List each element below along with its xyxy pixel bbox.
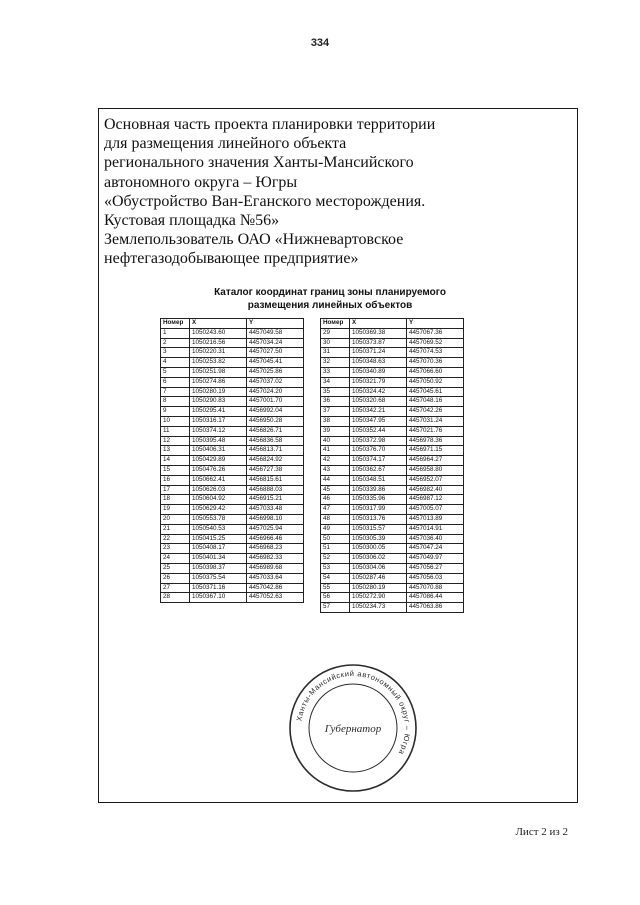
cell-x: 1050348.63	[350, 358, 407, 368]
cell-x: 1050362.67	[350, 465, 407, 475]
cell-number: 16	[161, 475, 190, 485]
cell-x: 1050348.51	[350, 475, 407, 485]
cell-y: 4456958.80	[407, 465, 464, 475]
table-row	[161, 524, 304, 534]
table-row	[161, 377, 304, 387]
cell-x: 1050216.56	[190, 338, 247, 348]
table-row	[161, 573, 304, 583]
cell-x: 1050324.42	[350, 387, 407, 397]
cell-number: 8	[161, 397, 190, 407]
cell-y: 4457005.07	[407, 505, 464, 515]
sheet-label: Лист 2 из 2	[515, 826, 568, 838]
cell-x: 1050662.41	[190, 475, 247, 485]
cell-number: 7	[161, 387, 190, 397]
cell-number: 39	[321, 426, 350, 436]
cell-y: 4457063.86	[407, 603, 464, 613]
cell-x: 1050374.12	[190, 426, 247, 436]
cell-y: 4456978.36	[407, 436, 464, 446]
coordinates-table-right	[320, 318, 464, 613]
cell-y: 4457027.50	[247, 348, 304, 358]
heading-line: Кустовая площадка №56»	[104, 212, 280, 230]
seal-center-text: Губернатор	[324, 723, 382, 735]
cell-number: 24	[161, 554, 190, 564]
official-seal	[287, 662, 419, 794]
cell-x: 1050280.19	[190, 387, 247, 397]
table-header-row	[321, 319, 464, 329]
cell-x: 1050274.86	[190, 377, 247, 387]
cell-number: 42	[321, 456, 350, 466]
cell-y: 4456950.28	[247, 416, 304, 426]
cell-number: 25	[161, 563, 190, 573]
table-row	[161, 475, 304, 485]
cell-number: 46	[321, 495, 350, 505]
table-row	[321, 573, 464, 583]
table-row	[161, 407, 304, 417]
cell-number: 14	[161, 456, 190, 466]
table-row	[321, 534, 464, 544]
cell-x: 1050234.73	[350, 603, 407, 613]
catalog-title-line: размещения линейных объектов	[247, 300, 413, 311]
cell-x: 1050401.34	[190, 554, 247, 564]
table-row	[161, 554, 304, 564]
cell-x: 1050374.17	[350, 456, 407, 466]
cell-y: 4456992.04	[247, 407, 304, 417]
cell-number: 5	[161, 367, 190, 377]
cell-number: 18	[161, 495, 190, 505]
cell-x: 1050626.03	[190, 485, 247, 495]
table-row	[161, 348, 304, 358]
table-row	[321, 475, 464, 485]
cell-number: 19	[161, 505, 190, 515]
header-x: X	[350, 319, 407, 329]
cell-x: 1050335.96	[350, 495, 407, 505]
table-row	[161, 583, 304, 593]
cell-x: 1050304.06	[350, 563, 407, 573]
cell-number: 33	[321, 367, 350, 377]
cell-y: 4457056.03	[407, 573, 464, 583]
cell-x: 1050316.17	[190, 416, 247, 426]
table-row	[321, 524, 464, 534]
cell-x: 1050415.25	[190, 534, 247, 544]
table-row	[161, 563, 304, 573]
cell-y: 4457070.88	[407, 583, 464, 593]
cell-number: 36	[321, 397, 350, 407]
table-row	[161, 505, 304, 515]
table-row	[321, 485, 464, 495]
cell-y: 4457036.40	[407, 534, 464, 544]
cell-number: 30	[321, 338, 350, 348]
heading-line: Землепользователь ОАО «Нижневартовское	[104, 231, 404, 249]
cell-number: 29	[321, 328, 350, 338]
cell-x: 1050395.48	[190, 436, 247, 446]
table-header-row	[161, 319, 304, 329]
cell-x: 1050295.41	[190, 407, 247, 417]
cell-y: 4457025.86	[247, 367, 304, 377]
cell-x: 1050367.10	[190, 593, 247, 603]
heading-line: «Обустройство Ван-Еганского месторождения.	[104, 192, 426, 210]
table-row	[161, 593, 304, 603]
cell-x: 1050371.24	[350, 348, 407, 358]
cell-x: 1050251.98	[190, 367, 247, 377]
cell-number: 28	[161, 593, 190, 603]
cell-y: 4456727.38	[247, 465, 304, 475]
cell-number: 1	[161, 328, 190, 338]
cell-y: 4456915.21	[247, 495, 304, 505]
heading-line: нефтегазодобывающее предприятие»	[104, 250, 359, 268]
table-row	[321, 456, 464, 466]
cell-y: 4457067.36	[407, 328, 464, 338]
table-row	[161, 465, 304, 475]
cell-number: 43	[321, 465, 350, 475]
document-heading	[104, 115, 564, 269]
table-row	[321, 367, 464, 377]
cell-y: 4456982.33	[247, 554, 304, 564]
cell-y: 4456964.27	[407, 456, 464, 466]
table-row	[161, 397, 304, 407]
table-row	[321, 593, 464, 603]
cell-number: 15	[161, 465, 190, 475]
table-row	[321, 377, 464, 387]
cell-x: 1050306.02	[350, 554, 407, 564]
table-row	[161, 416, 304, 426]
cell-y: 4456824.92	[247, 456, 304, 466]
cell-x: 1050340.89	[350, 367, 407, 377]
cell-x: 1050352.44	[350, 426, 407, 436]
table-row	[321, 563, 464, 573]
cell-y: 4457086.44	[407, 593, 464, 603]
cell-y: 4457050.92	[407, 377, 464, 387]
cell-x: 1050408.17	[190, 544, 247, 554]
table-row	[321, 554, 464, 564]
cell-x: 1050476.26	[190, 465, 247, 475]
cell-y: 4457031.24	[407, 416, 464, 426]
cell-x: 1050220.31	[190, 348, 247, 358]
cell-number: 26	[161, 573, 190, 583]
cell-x: 1050629.42	[190, 505, 247, 515]
cell-number: 6	[161, 377, 190, 387]
header-y: Y	[407, 319, 464, 329]
heading-line: регионального значения Ханты-Мансийского	[104, 154, 414, 172]
cell-x: 1050317.99	[350, 505, 407, 515]
header-x: X	[190, 319, 247, 329]
table-row	[321, 446, 464, 456]
table-row	[321, 328, 464, 338]
cell-y: 4457037.02	[247, 377, 304, 387]
cell-x: 1050305.39	[350, 534, 407, 544]
table-row	[161, 338, 304, 348]
cell-y: 4457049.97	[407, 554, 464, 564]
cell-y: 4456982.40	[407, 485, 464, 495]
cell-number: 23	[161, 544, 190, 554]
cell-number: 17	[161, 485, 190, 495]
table-row	[321, 514, 464, 524]
cell-x: 1050376.70	[350, 446, 407, 456]
cell-y: 4456966.46	[247, 534, 304, 544]
cell-number: 49	[321, 524, 350, 534]
cell-y: 4457014.91	[407, 524, 464, 534]
table-row	[321, 495, 464, 505]
cell-x: 1050321.79	[350, 377, 407, 387]
table-row	[321, 465, 464, 475]
cell-x: 1050604.92	[190, 495, 247, 505]
cell-y: 4456836.58	[247, 436, 304, 446]
cell-y: 4457074.53	[407, 348, 464, 358]
cell-y: 4456987.12	[407, 495, 464, 505]
table-row	[321, 358, 464, 368]
table-row	[161, 446, 304, 456]
cell-y: 4456968.23	[247, 544, 304, 554]
cell-x: 1050315.57	[350, 524, 407, 534]
cell-x: 1050287.46	[350, 573, 407, 583]
cell-y: 4457047.24	[407, 544, 464, 554]
cell-x: 1050375.54	[190, 573, 247, 583]
cell-number: 37	[321, 407, 350, 417]
page-number: 334	[310, 37, 330, 49]
cell-y: 4457042.86	[247, 583, 304, 593]
cell-number: 40	[321, 436, 350, 446]
cell-x: 1050342.21	[350, 407, 407, 417]
cell-y: 4457056.27	[407, 563, 464, 573]
cell-y: 4457034.24	[247, 338, 304, 348]
cell-x: 1050300.05	[350, 544, 407, 554]
table-row	[161, 426, 304, 436]
cell-y: 4456989.68	[247, 563, 304, 573]
table-row	[161, 328, 304, 338]
table-row	[161, 544, 304, 554]
cell-y: 4457048.16	[407, 397, 464, 407]
cell-x: 1050398.37	[190, 563, 247, 573]
table-row	[321, 583, 464, 593]
cell-number: 55	[321, 583, 350, 593]
cell-number: 22	[161, 534, 190, 544]
catalog-title	[150, 286, 510, 312]
cell-x: 1050272.90	[350, 593, 407, 603]
cell-y: 4456971.15	[407, 446, 464, 456]
cell-y: 4456813.71	[247, 446, 304, 456]
table-row	[321, 338, 464, 348]
cell-y: 4457033.48	[247, 505, 304, 515]
table-row	[321, 407, 464, 417]
cell-x: 1050540.53	[190, 524, 247, 534]
cell-x: 1050339.86	[350, 485, 407, 495]
cell-y: 4457024.20	[247, 387, 304, 397]
table-row	[161, 367, 304, 377]
cell-x: 1050369.38	[350, 328, 407, 338]
cell-y: 4456888.03	[247, 485, 304, 495]
cell-x: 1050429.89	[190, 456, 247, 466]
cell-y: 4457013.89	[407, 514, 464, 524]
cell-number: 35	[321, 387, 350, 397]
cell-y: 4457025.94	[247, 524, 304, 534]
table-row	[161, 485, 304, 495]
cell-number: 45	[321, 485, 350, 495]
cell-x: 1050406.31	[190, 446, 247, 456]
cell-number: 3	[161, 348, 190, 358]
cell-number: 50	[321, 534, 350, 544]
cell-x: 1050280.19	[350, 583, 407, 593]
cell-y: 4457001.70	[247, 397, 304, 407]
cell-number: 12	[161, 436, 190, 446]
cell-x: 1050553.78	[190, 514, 247, 524]
table-row	[161, 514, 304, 524]
cell-y: 4457042.26	[407, 407, 464, 417]
cell-number: 52	[321, 554, 350, 564]
cell-number: 20	[161, 514, 190, 524]
cell-number: 21	[161, 524, 190, 534]
table-row	[161, 495, 304, 505]
table-row	[321, 426, 464, 436]
cell-y: 4456952.07	[407, 475, 464, 485]
table-row	[321, 505, 464, 515]
heading-line: для размещения линейного объекта	[104, 135, 347, 153]
cell-number: 10	[161, 416, 190, 426]
cell-y: 4457066.60	[407, 367, 464, 377]
cell-y: 4457069.52	[407, 338, 464, 348]
header-number: Номер	[321, 319, 350, 329]
cell-number: 34	[321, 377, 350, 387]
cell-x: 1050371.16	[190, 583, 247, 593]
table-row	[321, 348, 464, 358]
cell-number: 38	[321, 416, 350, 426]
cell-x: 1050243.60	[190, 328, 247, 338]
cell-y: 4457045.61	[407, 387, 464, 397]
cell-x: 1050372.98	[350, 436, 407, 446]
cell-y: 4456826.71	[247, 426, 304, 436]
cell-number: 27	[161, 583, 190, 593]
cell-number: 57	[321, 603, 350, 613]
coordinates-table-left	[160, 318, 304, 603]
table-row	[321, 397, 464, 407]
cell-x: 1050373.87	[350, 338, 407, 348]
cell-number: 54	[321, 573, 350, 583]
table-row	[321, 603, 464, 613]
header-y: Y	[247, 319, 304, 329]
cell-number: 32	[321, 358, 350, 368]
heading-line: Основная часть проекта планировки территории	[104, 116, 436, 133]
table-row	[161, 387, 304, 397]
cell-x: 1050313.76	[350, 514, 407, 524]
cell-y: 4457070.36	[407, 358, 464, 368]
cell-number: 41	[321, 446, 350, 456]
cell-number: 56	[321, 593, 350, 603]
cell-y: 4456815.61	[247, 475, 304, 485]
cell-number: 13	[161, 446, 190, 456]
cell-number: 48	[321, 514, 350, 524]
table-row	[161, 358, 304, 368]
cell-y: 4457021.76	[407, 426, 464, 436]
header-number: Номер	[161, 319, 190, 329]
cell-number: 51	[321, 544, 350, 554]
cell-number: 47	[321, 505, 350, 515]
cell-y: 4457049.58	[247, 328, 304, 338]
cell-y: 4457045.41	[247, 358, 304, 368]
table-row	[321, 436, 464, 446]
table-row	[321, 416, 464, 426]
cell-number: 11	[161, 426, 190, 436]
cell-x: 1050347.95	[350, 416, 407, 426]
catalog-title-line: Каталог координат границ зоны планируемого	[214, 287, 446, 298]
cell-y: 4457052.63	[247, 593, 304, 603]
heading-line: автономного округа – Югры	[104, 173, 298, 191]
table-row	[321, 387, 464, 397]
cell-y: 4457033.64	[247, 573, 304, 583]
cell-x: 1050290.83	[190, 397, 247, 407]
seal-ring-text: Ханты-Мансийский автономный округ – Югра	[294, 668, 413, 757]
table-row	[321, 544, 464, 554]
cell-x: 1050253.82	[190, 358, 247, 368]
cell-number: 44	[321, 475, 350, 485]
cell-number: 31	[321, 348, 350, 358]
cell-number: 4	[161, 358, 190, 368]
cell-number: 53	[321, 563, 350, 573]
cell-number: 9	[161, 407, 190, 417]
cell-x: 1050320.68	[350, 397, 407, 407]
table-row	[161, 456, 304, 466]
cell-number: 2	[161, 338, 190, 348]
table-row	[161, 436, 304, 446]
cell-y: 4456998.10	[247, 514, 304, 524]
table-row	[161, 534, 304, 544]
